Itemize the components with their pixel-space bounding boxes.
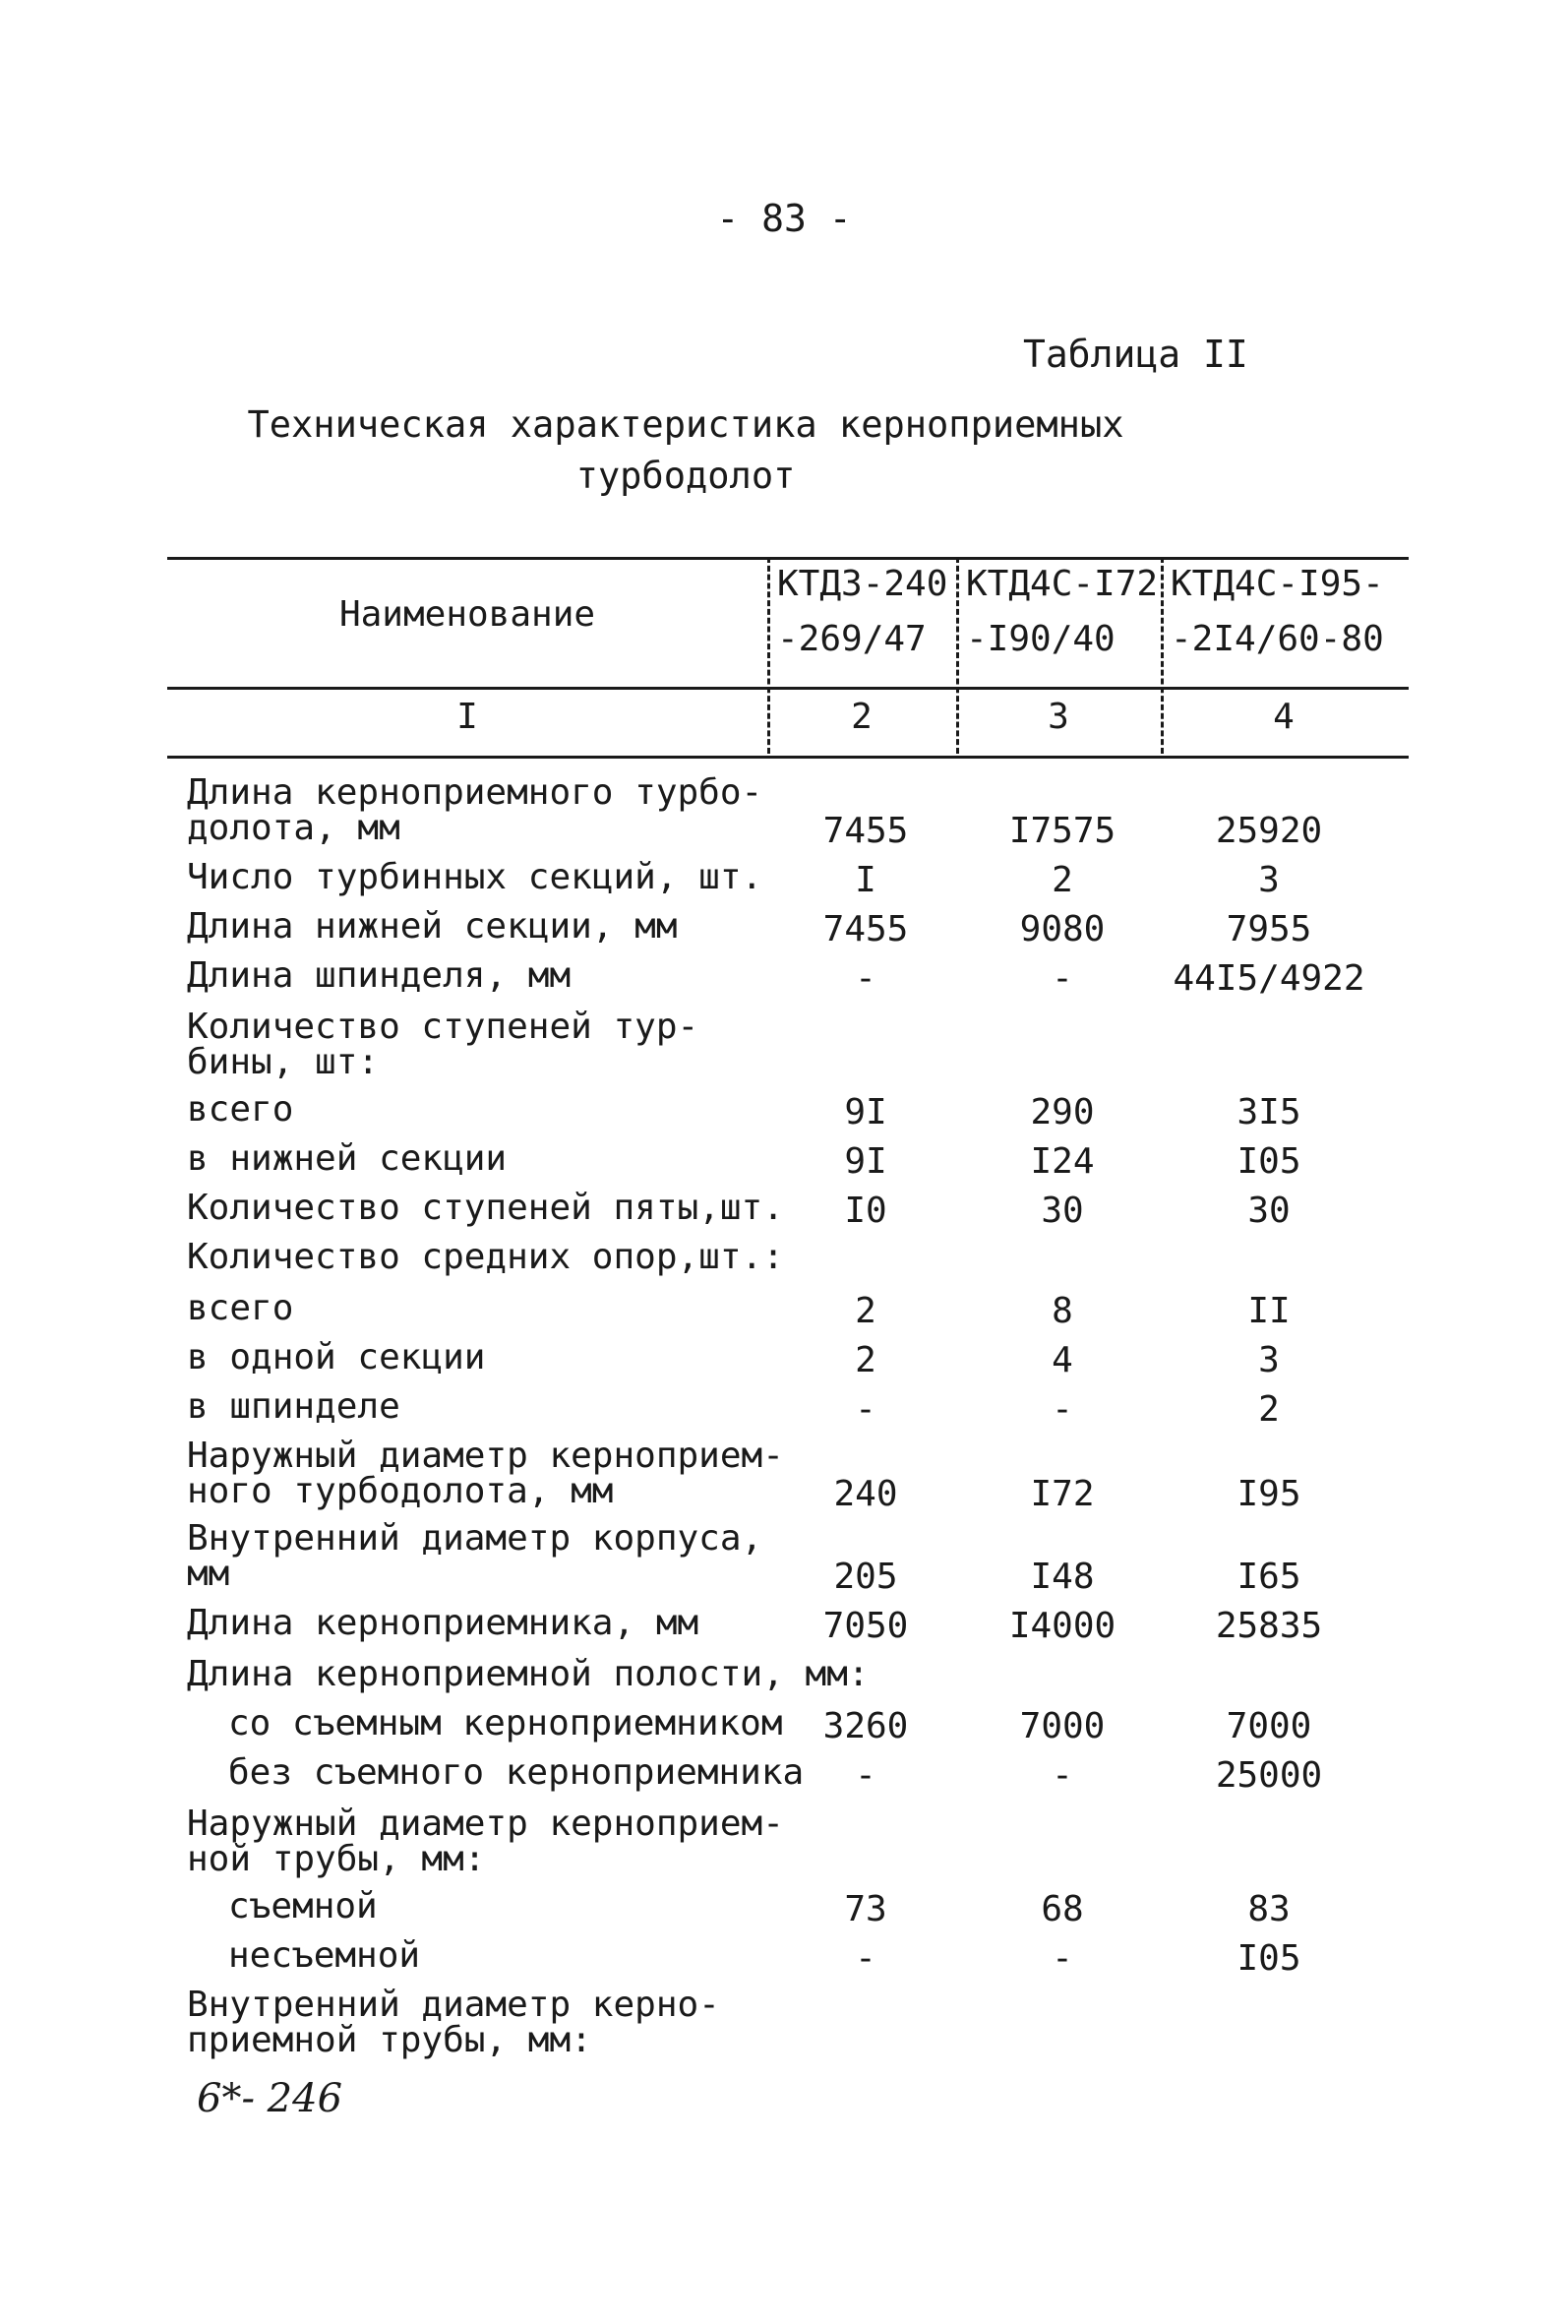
row-label: несъемной: [228, 1935, 421, 1976]
cell-col4: I95: [1236, 1474, 1301, 1514]
cell-col3: I48: [1030, 1557, 1095, 1597]
cell-col4: 2: [1258, 1389, 1280, 1430]
cell-col3: 7000: [1019, 1706, 1106, 1746]
cell-col2: 3260: [822, 1706, 909, 1746]
row-label: в шпинделе: [187, 1386, 400, 1427]
cell-col2: -: [855, 958, 876, 999]
cell-col4: 83: [1247, 1889, 1291, 1929]
cell-col2: 2: [855, 1291, 876, 1331]
cell-col2: -: [855, 1389, 876, 1430]
header-col2-line2: -269/47: [777, 619, 927, 659]
header-col4-line2: -2I4/60-80: [1171, 619, 1384, 659]
cell-col2: 240: [833, 1474, 898, 1514]
cell-col2: 73: [844, 1889, 887, 1929]
table-title-line1: Техническая характеристика керноприемных: [247, 403, 1124, 446]
table-title-line2: турбодолот: [575, 455, 796, 497]
row-label: всего: [187, 1288, 294, 1328]
cell-col3: 4: [1052, 1340, 1073, 1380]
handwritten-note: 6*- 246: [197, 2076, 343, 2121]
column-number-1: I: [456, 697, 478, 737]
cell-col2: 205: [833, 1557, 898, 1597]
header-name: Наименование: [338, 594, 596, 635]
cell-col4: 30: [1247, 1191, 1291, 1231]
cell-col4: 25000: [1215, 1755, 1323, 1796]
cell-col4: I05: [1236, 1141, 1301, 1182]
row-label: Внутренний диаметр керно- приемной трубы, мм:: [187, 1985, 720, 2060]
row-label: Длина шпинделя, мм: [187, 955, 572, 996]
row-label: в нижней секции: [187, 1138, 508, 1179]
cell-col2: I0: [844, 1191, 887, 1231]
cell-col4: 3I5: [1236, 1092, 1301, 1132]
cell-col3: 9080: [1019, 909, 1106, 949]
row-label: Количество ступеней пяты,шт.: [187, 1188, 784, 1228]
table-label: Таблица II: [1023, 333, 1248, 376]
cell-col4: I05: [1236, 1938, 1301, 1979]
column-number-4: 4: [1273, 697, 1295, 737]
cell-col3: 2: [1052, 860, 1073, 900]
page-number: - 83 -: [716, 197, 852, 240]
cell-col4: 25835: [1215, 1606, 1323, 1646]
column-number-3: 3: [1048, 697, 1069, 737]
row-label: Наружный диаметр керноприем- ного турбодолота, мм: [187, 1436, 784, 1511]
cell-col4: 7955: [1226, 909, 1312, 949]
row-label: съемной: [228, 1886, 378, 1926]
row-label: Длина керноприемника, мм: [187, 1603, 699, 1643]
header-col3-line2: -I90/40: [966, 619, 1116, 659]
cell-col2: 9I: [844, 1092, 887, 1132]
cell-col4: 7000: [1226, 1706, 1312, 1746]
row-label: со съемным керноприемником: [228, 1703, 783, 1743]
cell-col3: -: [1052, 1389, 1073, 1430]
header-rule: [167, 687, 1409, 690]
cell-col4: 3: [1258, 860, 1280, 900]
cell-col3: I7575: [1008, 811, 1116, 851]
column-number-rule: [167, 756, 1409, 759]
row-label: всего: [187, 1089, 294, 1130]
row-label: Длина нижней секции, мм: [187, 906, 678, 947]
cell-col2: 7050: [822, 1606, 909, 1646]
row-label: в одной секции: [187, 1337, 486, 1377]
cell-col3: -: [1052, 1755, 1073, 1796]
cell-col2: I: [855, 860, 876, 900]
cell-col3: 8: [1052, 1291, 1073, 1331]
cell-col4: 3: [1258, 1340, 1280, 1380]
cell-col3: I72: [1030, 1474, 1095, 1514]
cell-col3: -: [1052, 958, 1073, 999]
row-label: Длина керноприемной полости, мм:: [187, 1654, 870, 1694]
row-label: Длина керноприемного турбо- долота, мм: [187, 772, 763, 848]
header-col2-line1: КТДЗ-240: [777, 564, 948, 604]
cell-col2: 7455: [822, 909, 909, 949]
cell-col3: I4000: [1008, 1606, 1116, 1646]
cell-col3: 290: [1030, 1092, 1095, 1132]
cell-col3: -: [1052, 1938, 1073, 1979]
row-label: без съемного керноприемника: [228, 1752, 805, 1793]
cell-col3: 30: [1041, 1191, 1084, 1231]
cell-col4: II: [1247, 1291, 1291, 1331]
row-label: Количество ступеней тур- бины, шт:: [187, 1007, 699, 1082]
cell-col2: 9I: [844, 1141, 887, 1182]
cell-col4: 44I5/4922: [1173, 958, 1365, 999]
column-number-2: 2: [851, 697, 873, 737]
header-col3-line1: КТД4С-I72: [966, 564, 1159, 604]
cell-col4: I65: [1236, 1557, 1301, 1597]
cell-col2: -: [855, 1938, 876, 1979]
row-label: Количество средних опор,шт.:: [187, 1237, 784, 1277]
header-col4-line1: КТД4С-I95-: [1171, 564, 1384, 604]
row-label: Число турбинных секций, шт.: [187, 857, 763, 897]
cell-col3: I24: [1030, 1141, 1095, 1182]
row-label: Внутренний диаметр корпуса, мм: [187, 1518, 763, 1594]
row-label: Наружный диаметр керноприем- ной трубы, мм:: [187, 1804, 784, 1879]
cell-col2: -: [855, 1755, 876, 1796]
cell-col2: 7455: [822, 811, 909, 851]
cell-col2: 2: [855, 1340, 876, 1380]
cell-col4: 25920: [1215, 811, 1323, 851]
cell-col3: 68: [1041, 1889, 1084, 1929]
